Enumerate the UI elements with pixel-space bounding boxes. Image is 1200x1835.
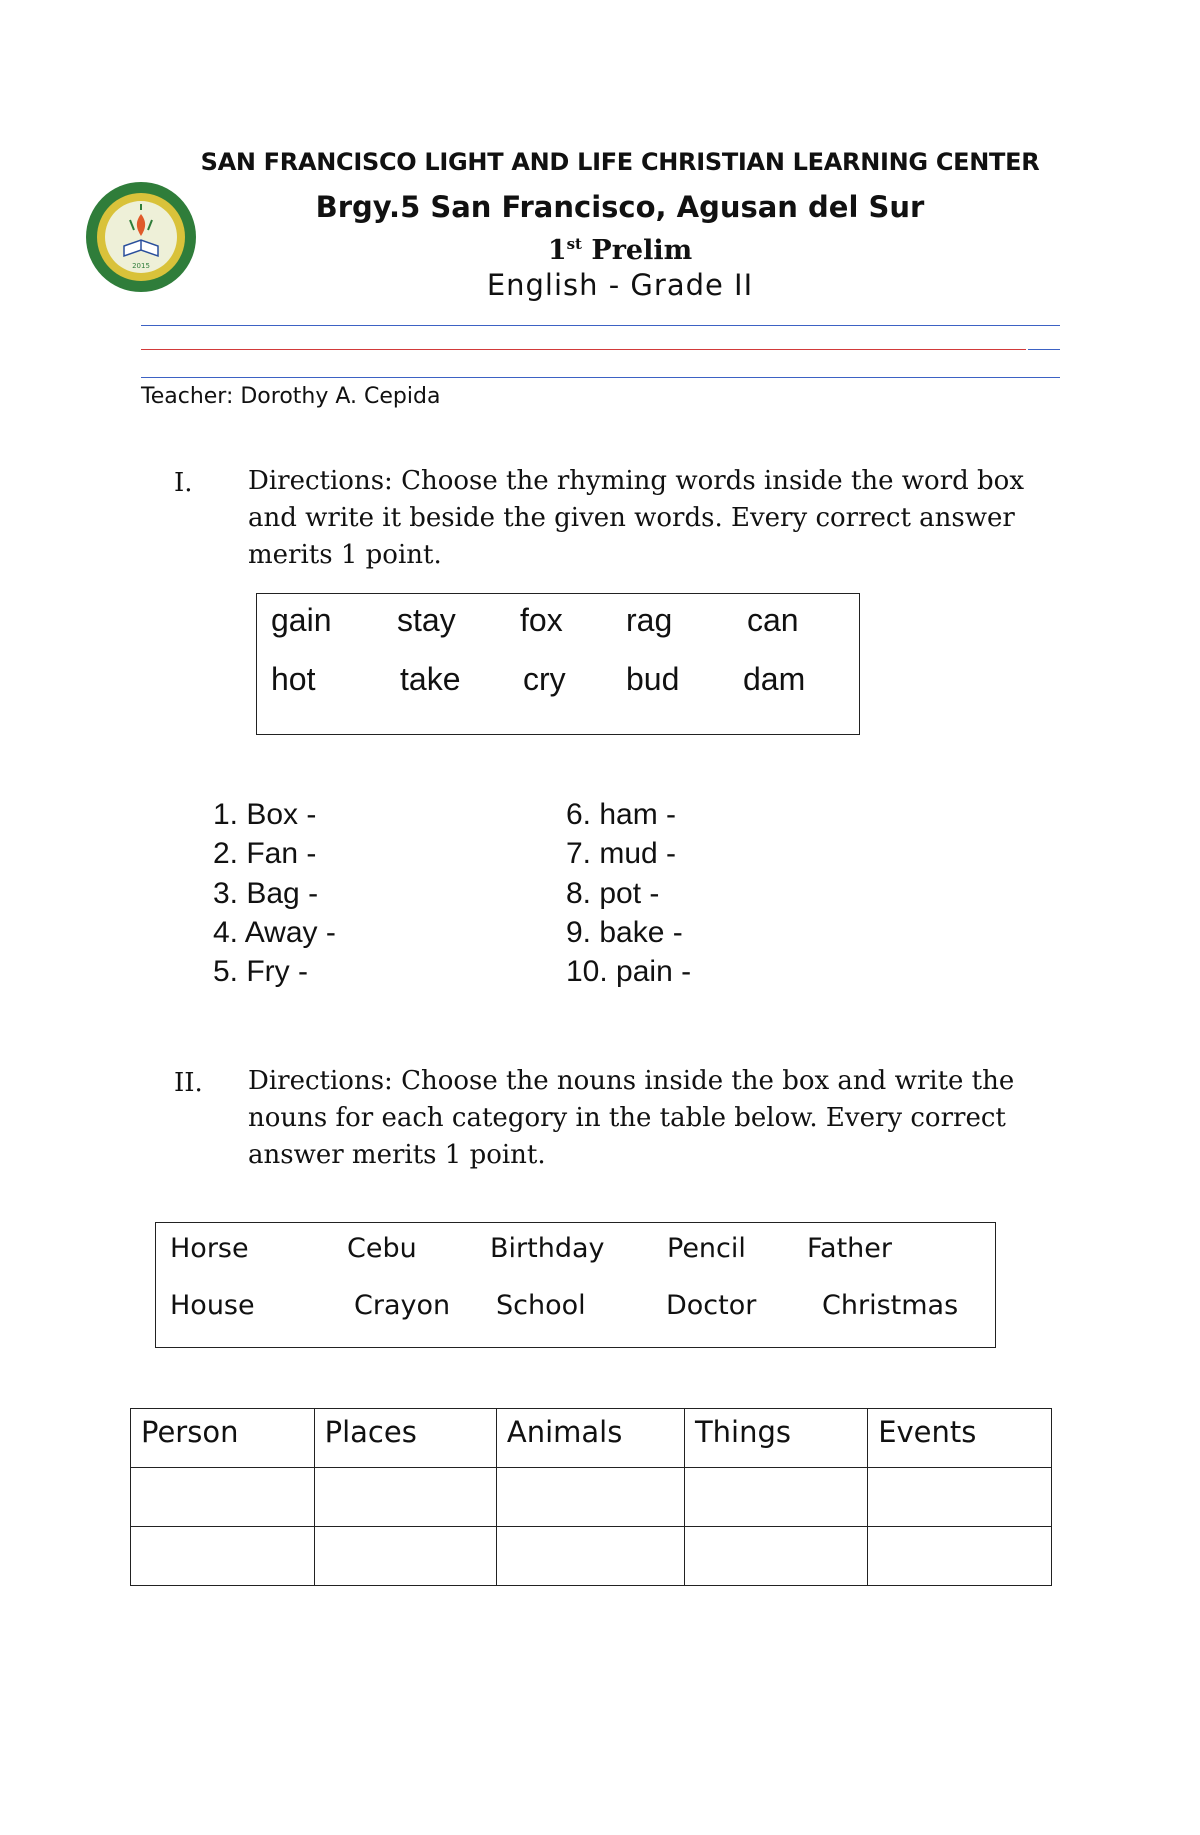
noun-box-item: Crayon bbox=[354, 1290, 451, 1321]
answer-cell[interactable] bbox=[684, 1468, 867, 1527]
word-box-item: hot bbox=[271, 661, 316, 697]
svg-text:2015: 2015 bbox=[132, 262, 150, 270]
word-box-item: take bbox=[400, 661, 461, 697]
noun-box-item: Pencil bbox=[667, 1233, 746, 1264]
rhyme-word-box bbox=[256, 593, 860, 735]
answer-cell[interactable] bbox=[314, 1468, 496, 1527]
exam-name: Prelim bbox=[591, 235, 693, 266]
word-box-item: rag bbox=[626, 602, 673, 638]
table-row bbox=[131, 1468, 1052, 1527]
rhyme-item-3: 3. Bag - bbox=[213, 877, 319, 910]
answer-cell[interactable] bbox=[496, 1468, 684, 1527]
table-header-row bbox=[131, 1409, 1052, 1468]
answer-cell[interactable] bbox=[131, 1468, 315, 1527]
teacher-name: Teacher: Dorothy A. Cepida bbox=[141, 384, 441, 409]
school-name: SAN FRANCISCO LIGHT AND LIFE CHRISTIAN LEARNING CENTER bbox=[200, 148, 1040, 176]
exam-title bbox=[0, 235, 1200, 266]
word-box-item: stay bbox=[397, 602, 456, 638]
noun-category-table bbox=[130, 1408, 1052, 1586]
word-box-item: can bbox=[747, 602, 799, 638]
table-header-person: Person bbox=[131, 1409, 315, 1468]
rhyme-item-7: 7. mud - bbox=[566, 837, 677, 870]
noun-box-item: House bbox=[170, 1290, 255, 1321]
answer-cell[interactable] bbox=[868, 1527, 1052, 1586]
word-box-item: dam bbox=[743, 661, 806, 697]
answer-cell[interactable] bbox=[314, 1527, 496, 1586]
section1-number: I. bbox=[174, 468, 193, 498]
rhyme-item-2: 2. Fan - bbox=[213, 837, 317, 870]
word-box-item: gain bbox=[271, 602, 332, 638]
subject-title: English - Grade II bbox=[486, 268, 754, 302]
answer-cell[interactable] bbox=[496, 1527, 684, 1586]
answer-cell[interactable] bbox=[868, 1468, 1052, 1527]
noun-box-item: School bbox=[496, 1290, 586, 1321]
table-header-places: Places bbox=[314, 1409, 496, 1468]
rhyme-item-8: 8. pot - bbox=[566, 877, 660, 910]
noun-box-item: Horse bbox=[170, 1233, 249, 1264]
noun-box-item: Doctor bbox=[666, 1290, 757, 1321]
rhyme-item-5: 5. Fry - bbox=[213, 955, 308, 988]
noun-box-item: Cebu bbox=[347, 1233, 417, 1264]
table-row bbox=[131, 1527, 1052, 1586]
rhyme-item-9: 9. bake - bbox=[566, 916, 683, 949]
section2-number: II. bbox=[174, 1068, 203, 1098]
table-header-events: Events bbox=[868, 1409, 1052, 1468]
header-rule-blue-bottom bbox=[141, 377, 1060, 378]
rhyme-item-6: 6. ham - bbox=[566, 798, 677, 831]
noun-box-item: Father bbox=[807, 1233, 893, 1264]
school-address: Brgy.5 San Francisco, Agusan del Sur bbox=[315, 190, 925, 224]
noun-box-item: Birthday bbox=[490, 1233, 605, 1264]
rhyme-item-4: 4. Away - bbox=[213, 916, 336, 949]
rhyme-item-10: 10. pain - bbox=[566, 955, 692, 988]
answer-cell[interactable] bbox=[684, 1527, 867, 1586]
answer-cell[interactable] bbox=[131, 1527, 315, 1586]
table-header-things: Things bbox=[684, 1409, 867, 1468]
noun-box bbox=[155, 1222, 996, 1348]
word-box-item: bud bbox=[626, 661, 680, 697]
section1-directions: Directions: Choose the rhyming words inside the word box and write it beside the given words. Every correct answer merits 1 point. bbox=[248, 466, 1024, 570]
rhyme-item-1: 1. Box - bbox=[213, 798, 317, 831]
header-rule-blue-top bbox=[141, 325, 1060, 326]
header-rule-red bbox=[141, 349, 1026, 350]
exam-number: 1 bbox=[547, 235, 567, 266]
word-box-item: fox bbox=[520, 602, 563, 638]
header-rule-blue-stub bbox=[1028, 349, 1060, 350]
table-header-animals: Animals bbox=[496, 1409, 684, 1468]
section2-directions: Directions: Choose the nouns inside the box and write the nouns for each category in the table below. Every correct answer merits 1 point. bbox=[248, 1066, 1015, 1170]
exam-suffix: st bbox=[566, 235, 582, 253]
word-box-item: cry bbox=[523, 661, 566, 697]
noun-box-item: Christmas bbox=[822, 1290, 959, 1321]
